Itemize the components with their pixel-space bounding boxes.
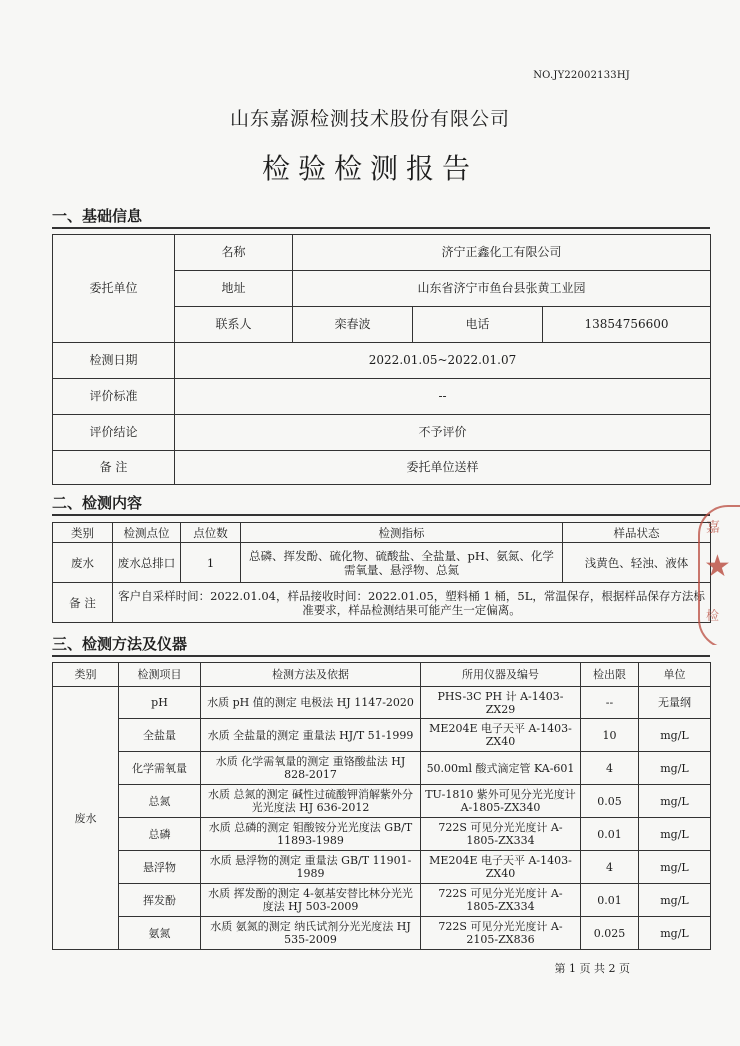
test-method: 水质 挥发酚的测定 4-氨基安替比林分光光度法 HJ 503-2009 — [201, 884, 421, 917]
section-test-content-title: 二、检测内容 — [52, 494, 143, 512]
unit: 无量纲 — [639, 687, 711, 719]
unit: mg/L — [639, 851, 711, 884]
unit: mg/L — [639, 917, 711, 950]
test-method: 水质 总氮的测定 碱性过硫酸钾消解紫外分光光度法 HJ 636-2012 — [201, 785, 421, 818]
seal-star-icon: ★ — [704, 549, 731, 584]
detection-limit: -- — [581, 687, 639, 719]
eval-standard-value: -- — [175, 379, 711, 415]
header-detection-limit: 检出限 — [581, 663, 639, 687]
test-method: 水质 悬浮物的测定 重量法 GB/T 11901-1989 — [201, 851, 421, 884]
basic-info-table — [52, 234, 711, 485]
header-indicators: 检测指标 — [241, 523, 563, 543]
test-item: 挥发酚 — [119, 884, 201, 917]
test-item: 化学需氧量 — [119, 752, 201, 785]
test-item: 全盐量 — [119, 719, 201, 752]
section-divider — [52, 514, 710, 516]
eval-conclusion-label: 评价结论 — [53, 415, 175, 451]
test-method: 水质 全盐量的测定 重量法 HJ/T 51-1999 — [201, 719, 421, 752]
test-instrument: 722S 可见分光光度计 A-1805-ZX334 — [421, 884, 581, 917]
test-method: 水质 总磷的测定 钼酸铵分光光度法 GB/T 11893-1989 — [201, 818, 421, 851]
test-instrument: 722S 可见分光光度计 A-2105-ZX836 — [421, 917, 581, 950]
detection-limit: 0.01 — [581, 818, 639, 851]
unit: mg/L — [639, 752, 711, 785]
client-name-value: 济宁正鑫化工有限公司 — [293, 235, 711, 271]
table-row — [53, 719, 711, 752]
test-instrument: 50.00ml 酸式滴定管 KA-601 — [421, 752, 581, 785]
detection-limit: 0.025 — [581, 917, 639, 950]
test-instrument: PHS-3C PH 计 A-1403-ZX29 — [421, 687, 581, 719]
section-divider — [52, 227, 710, 229]
unit: mg/L — [639, 818, 711, 851]
test-item: 氨氮 — [119, 917, 201, 950]
detection-limit: 0.01 — [581, 884, 639, 917]
row-point-count: 1 — [181, 543, 241, 583]
test-item: 总氮 — [119, 785, 201, 818]
header-test-item: 检测项目 — [119, 663, 201, 687]
unit: mg/L — [639, 719, 711, 752]
section-divider — [52, 655, 710, 657]
test-date-value: 2022.01.05~2022.01.07 — [175, 343, 711, 379]
table-row — [53, 818, 711, 851]
page-number: 第 1 页 共 2 页 — [554, 962, 630, 975]
table-row — [53, 884, 711, 917]
contact-value: 栾春波 — [293, 307, 413, 343]
test-method: 水质 化学需氧量的测定 重铬酸盐法 HJ 828-2017 — [201, 752, 421, 785]
sample-remark-label: 备 注 — [53, 583, 113, 623]
header-point-count: 点位数 — [181, 523, 241, 543]
row-sample-state: 浅黄色、轻浊、液体 — [563, 543, 711, 583]
eval-conclusion-value: 不予评价 — [175, 415, 711, 451]
client-address-label: 地址 — [175, 271, 293, 307]
client-label: 委托单位 — [53, 235, 175, 343]
table-row — [53, 851, 711, 884]
seal-text-bottom: 检 — [706, 609, 720, 624]
seal-text-top: 嘉 — [706, 520, 720, 536]
header-category: 类别 — [53, 663, 119, 687]
phone-label: 电话 — [413, 307, 543, 343]
row-category: 废水 — [53, 543, 113, 583]
header-unit: 单位 — [639, 663, 711, 687]
test-item: 总磷 — [119, 818, 201, 851]
detection-limit: 4 — [581, 851, 639, 884]
table-row — [53, 917, 711, 950]
detection-limit: 0.05 — [581, 785, 639, 818]
test-method: 水质 氨氮的测定 纳氏试剂分光光度法 HJ 535-2009 — [201, 917, 421, 950]
report-title: 检验检测报告 — [261, 152, 478, 185]
test-instrument: 722S 可见分光光度计 A-1805-ZX334 — [421, 818, 581, 851]
table-row — [53, 752, 711, 785]
remark-value: 委托单位送样 — [175, 451, 711, 485]
header-category: 类别 — [53, 523, 113, 543]
row-indicators: 总磷、挥发酚、硫化物、硫酸盐、全盐量、pH、氨氮、化学需氧量、悬浮物、总氮 — [241, 543, 563, 583]
detection-limit: 10 — [581, 719, 639, 752]
eval-standard-label: 评价标准 — [53, 379, 175, 415]
header-point: 检测点位 — [113, 523, 181, 543]
client-name-label: 名称 — [175, 235, 293, 271]
methods-table — [52, 662, 711, 950]
methods-category: 废水 — [53, 687, 119, 950]
unit: mg/L — [639, 785, 711, 818]
row-point: 废水总排口 — [113, 543, 181, 583]
sample-remark-value: 客户自采样时间：2022.01.04，样品接收时间：2022.01.05，塑料桶 1 桶，5L，常温保存，根据样品保存方法标准要求，样品检测结果可能产生一定偏离。 — [113, 583, 711, 623]
test-item: pH — [119, 687, 201, 719]
test-instrument: ME204E 电子天平 A-1403-ZX40 — [421, 719, 581, 752]
test-instrument: ME204E 电子天平 A-1403-ZX40 — [421, 851, 581, 884]
contact-label: 联系人 — [175, 307, 293, 343]
unit: mg/L — [639, 884, 711, 917]
section-methods-title: 三、检测方法及仪器 — [52, 635, 188, 653]
table-row — [53, 687, 711, 719]
test-content-table — [52, 522, 711, 623]
header-instrument: 所用仪器及编号 — [421, 663, 581, 687]
test-date-label: 检测日期 — [53, 343, 175, 379]
report-number: NO.JY22002133HJ — [533, 70, 630, 81]
remark-label: 备 注 — [53, 451, 175, 485]
phone-value: 13854756600 — [543, 307, 711, 343]
test-item: 悬浮物 — [119, 851, 201, 884]
table-row — [53, 785, 711, 818]
client-address-value: 山东省济宁市鱼台县张黄工业园 — [293, 271, 711, 307]
header-method: 检测方法及依据 — [201, 663, 421, 687]
header-sample-state: 样品状态 — [563, 523, 711, 543]
detection-limit: 4 — [581, 752, 639, 785]
test-instrument: TU-1810 紫外可见分光光度计 A-1805-ZX340 — [421, 785, 581, 818]
test-method: 水质 pH 值的测定 电极法 HJ 1147-2020 — [201, 687, 421, 719]
company-name: 山东嘉源检测技术股份有限公司 — [229, 108, 510, 130]
seal-stamp — [694, 505, 740, 645]
section-basic-info-title: 一、基础信息 — [52, 207, 143, 225]
